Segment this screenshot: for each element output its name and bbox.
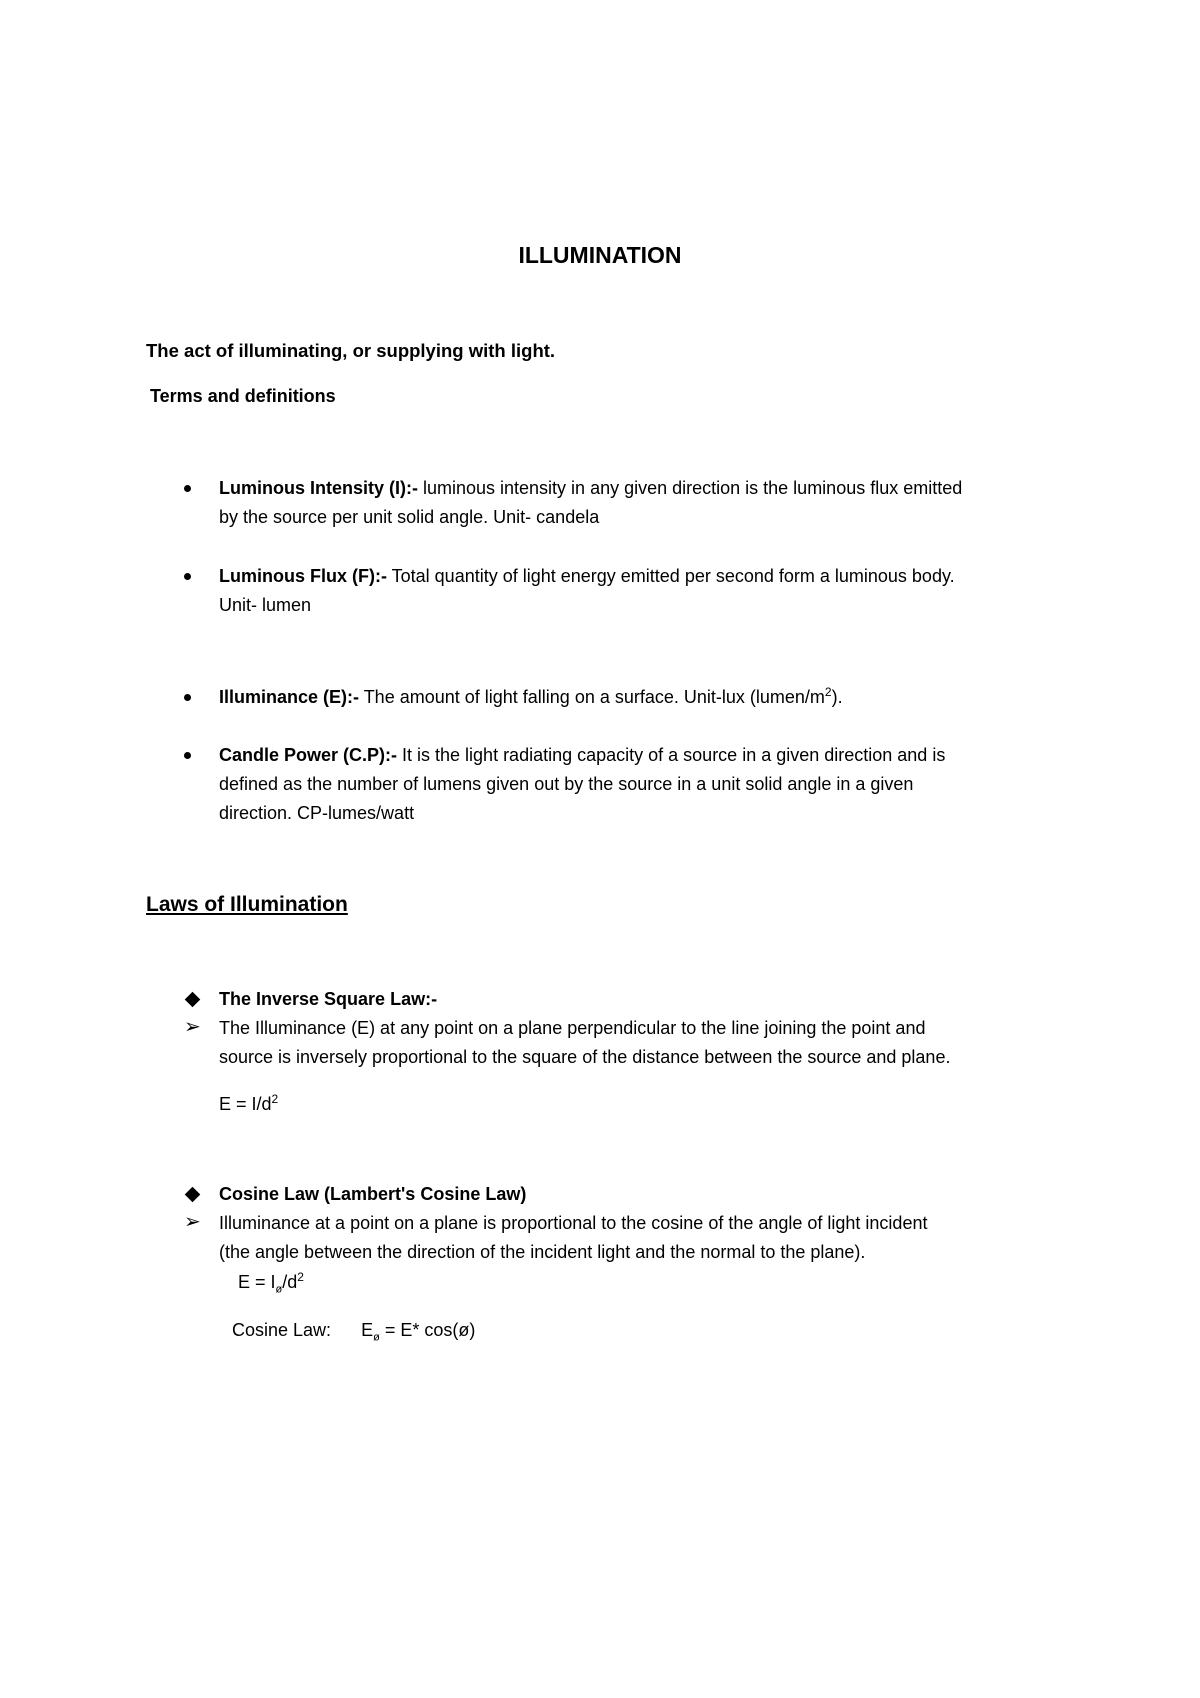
terms-heading: Terms and definitions xyxy=(150,386,336,406)
definition-term: Illuminance (E):- xyxy=(219,687,360,707)
bullet-icon xyxy=(184,485,191,492)
law-formula: $E = I_ø/d^2$ xyxy=(238,1270,304,1296)
definition-line: Candle Power (C.P):- It is the light radiating capacity of a source in a given direction and is xyxy=(219,745,946,765)
arrow-bullet-icon: ➢ xyxy=(184,1016,201,1038)
law-name: Cosine Law (Lambert's Cosine Law) xyxy=(219,1184,527,1204)
law-description-line: source is inversely proportional to the square of the distance between the source and plane. xyxy=(219,1047,951,1067)
definition-line: direction. CP-lumes/watt xyxy=(219,803,415,823)
law-description-line: The Illuminance (E) at any point on a plane perpendicular to the line joining the point and xyxy=(219,1018,926,1038)
definition-item xyxy=(219,741,945,828)
law-description xyxy=(219,1209,927,1267)
definition-line: Luminous Flux (F):- Total quantity of light energy emitted per second form a luminous body. xyxy=(219,566,955,586)
bullet-icon xyxy=(184,752,191,759)
definition-term: Luminous Flux (F):- xyxy=(219,566,387,586)
law-description-line: (the angle between the direction of the incident light and the normal to the plane). xyxy=(219,1242,866,1262)
diamond-bullet-icon xyxy=(185,992,201,1008)
bullet-icon xyxy=(184,694,191,701)
definition-item xyxy=(219,562,955,620)
diamond-bullet-icon xyxy=(185,1187,201,1203)
bullet-icon xyxy=(184,573,191,580)
definition-item xyxy=(219,474,962,532)
law-formula: $E = I/d^2$ xyxy=(219,1092,279,1114)
law-name: The Inverse Square Law:- xyxy=(219,989,438,1009)
definition-term: Luminous Intensity (I):- xyxy=(219,478,418,498)
definition-line: Unit- lumen xyxy=(219,595,312,615)
arrow-bullet-icon: ➢ xyxy=(184,1211,201,1233)
laws-heading: Laws of Illumination xyxy=(146,893,348,916)
law-description xyxy=(219,1014,950,1072)
law-description-line: Illuminance at a point on a plane is proportional to the cosine of the angle of light incident xyxy=(219,1213,928,1233)
definition-line: Luminous Intensity (I):- luminous intensity in any given direction is the luminous flux emitted xyxy=(219,478,963,498)
intro-text: The act of illuminating, or supplying with light. xyxy=(146,340,556,361)
definition-term: Candle Power (C.P):- xyxy=(219,745,398,765)
definition-line: Illuminance (E):- The amount of light falling on a surface. Unit-lux $(lumen/m^2)$. xyxy=(219,685,843,707)
definition-item xyxy=(219,683,843,712)
document-title: ILLUMINATION xyxy=(518,242,682,268)
definition-line: defined as the number of lumens given out by the source in a unit solid angle in a given xyxy=(219,774,914,794)
definition-line: by the source per unit solid angle. Unit- candela xyxy=(219,507,600,527)
cosine-law-label: Cosine Law: xyxy=(232,1320,332,1340)
cosine-law-formula: Cosine Law: $E_ø = E*$ cos(ø) xyxy=(232,1320,476,1344)
